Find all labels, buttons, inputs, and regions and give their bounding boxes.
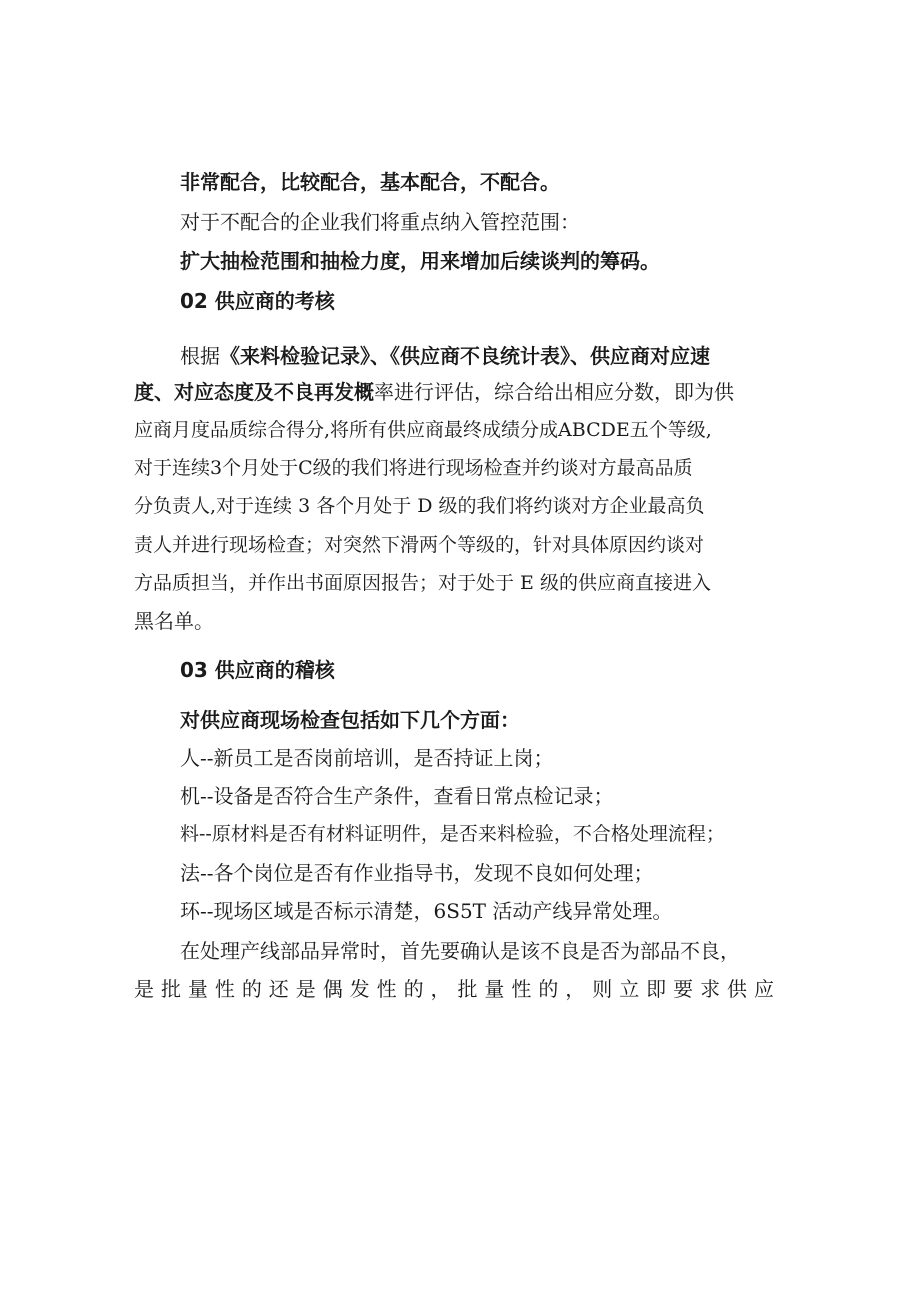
assessment-paragraph-rest: 率进行评估，综合给出相应分数，即为供: [374, 380, 734, 404]
assessment-paragraph-line-1: [180, 342, 784, 370]
uncooperative-control-line: 对于不配合的企业我们将重点纳入管控范围：: [180, 210, 580, 234]
assessment-paragraph-intro: 根据: [180, 344, 220, 368]
assessment-paragraph-line-4: 对于连续3个月处于C级的我们将进行现场检查并约谈对方最高品质: [134, 457, 693, 479]
exception-handling-line-2: 是批量性的还是偶发性的，批量性的，则立即要求供应: [134, 977, 776, 1001]
inspection-item-material: 料--原材料是否有材料证明件，是否来料检验，不合格处理流程；: [180, 823, 725, 845]
expand-inspection-line: 扩大抽检范围和抽检力度，用来增加后续谈判的筹码。: [180, 249, 660, 273]
assessment-paragraph-line-3: 应商月度品质综合得分,将所有供应商最终成绩分成ABCDE五个等级,: [134, 419, 712, 441]
assessment-paragraph-line-5: 分负责人,对于连续 3 各个月处于 D 级的我们将约谈对方企业最高负: [134, 495, 705, 517]
inspection-item-environment: 环--现场区域是否标示清楚，6S5T 活动产线异常处理。: [180, 899, 673, 923]
onsite-inspection-intro-line: 对供应商现场检查包括如下几个方面：: [180, 708, 520, 732]
inspection-item-machine: 机--设备是否符合生产条件，查看日常点检记录；: [180, 784, 614, 808]
section-heading-supplier-audit: 03 供应商的稽核: [180, 658, 335, 682]
assessment-paragraph-line-6: 责人并进行现场检查；对突然下滑两个等级的，针对具体原因约谈对: [134, 534, 705, 556]
assessment-paragraph-line-7: 方品质担当，并作出书面原因报告；对于处于 E 级的供应商直接进入: [134, 572, 711, 594]
assessment-paragraph-bold-attitude: 度、对应态度及不良再发概: [134, 380, 374, 404]
inspection-item-people: 人--新员工是否岗前培训，是否持证上岗；: [180, 746, 554, 770]
inspection-item-method: 法--各个岗位是否有作业指导书，发现不良如何处理；: [180, 861, 654, 885]
section-heading-supplier-assessment: 02 供应商的考核: [180, 289, 335, 313]
assessment-paragraph-line-8: 黑名单。: [134, 609, 214, 633]
assessment-paragraph-line-2: [134, 378, 784, 406]
cooperation-levels-line: 非常配合，比较配合，基本配合，不配合。: [180, 170, 560, 194]
exception-handling-line-1: 在处理产线部品异常时，首先要确认是该不良是否为部品不良，: [180, 939, 740, 963]
assessment-paragraph-bold-records: 《来料检验记录》、《供应商不良统计表》、供应商对应速: [220, 344, 710, 368]
